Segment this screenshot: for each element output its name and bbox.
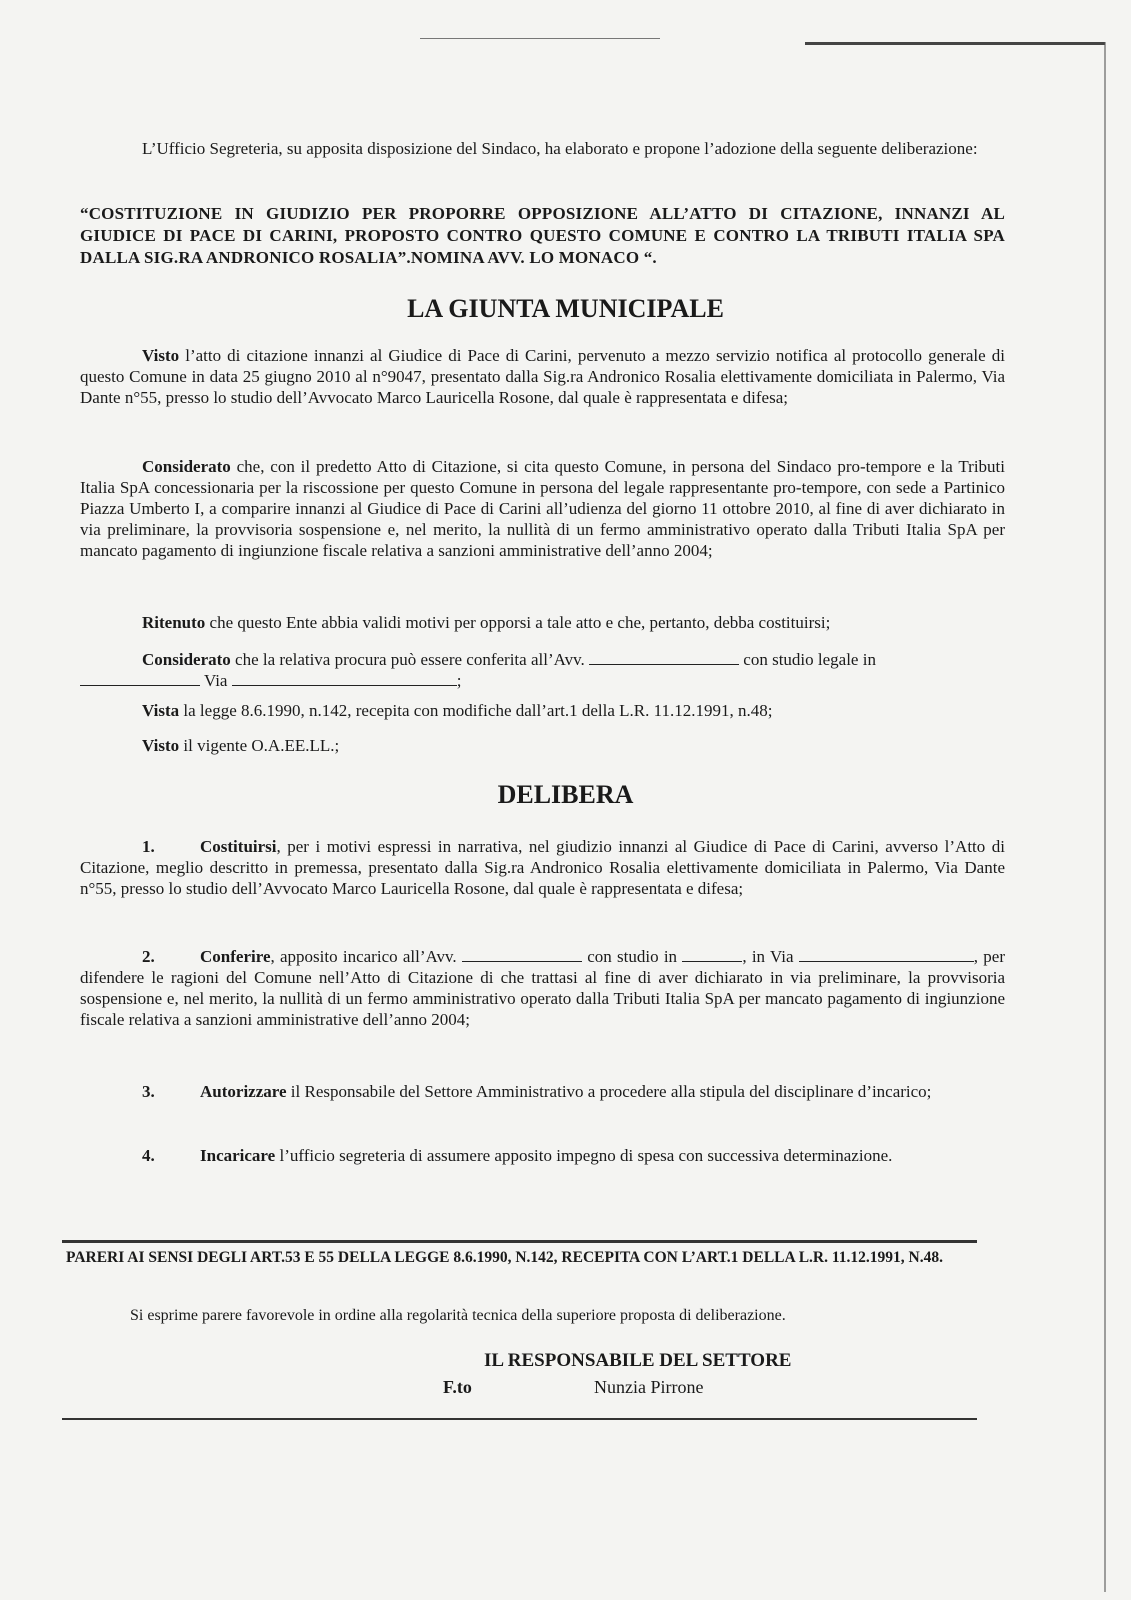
considerato-label: Considerato bbox=[142, 457, 231, 476]
intro-text: L’Ufficio Segreteria, su apposita disposizione del Sindaco, ha elaborato e propone l’adozione della seguente deliberazione: bbox=[142, 139, 978, 158]
via-blank-field[interactable] bbox=[232, 671, 457, 686]
avvocato-blank-field[interactable] bbox=[589, 650, 739, 665]
item-1-label: Costituirsi bbox=[200, 837, 277, 856]
studio-label: con studio legale in bbox=[743, 650, 876, 669]
considerato-procura-text: che la relativa procura può essere conferita all’Avv. bbox=[230, 650, 585, 669]
delibera-item-1 bbox=[80, 836, 1005, 899]
scan-artifact-line bbox=[420, 38, 660, 39]
vista-paragraph bbox=[80, 700, 1005, 721]
item-1-number: 1. bbox=[142, 837, 155, 856]
item-4-label: Incaricare bbox=[200, 1146, 276, 1165]
visto-label: Visto bbox=[142, 346, 180, 365]
signature-name: Nunzia Pirrone bbox=[594, 1377, 704, 1397]
signature-role: IL RESPONSABILE DEL SETTORE bbox=[484, 1350, 792, 1371]
proposal-title bbox=[80, 203, 1005, 269]
studio-city-blank-field[interactable] bbox=[80, 671, 200, 686]
visto-paragraph bbox=[80, 345, 1005, 408]
visto-oaeell-paragraph bbox=[80, 735, 1005, 756]
delibera-item-3 bbox=[80, 1081, 1005, 1102]
item-2-studio-label: con studio in bbox=[587, 947, 678, 966]
signature-fto: F.to bbox=[443, 1377, 472, 1397]
semicolon: ; bbox=[456, 671, 462, 690]
scan-artifact-border bbox=[805, 42, 1105, 45]
considerato-paragraph bbox=[80, 456, 1005, 561]
item-2-via-blank[interactable] bbox=[799, 947, 974, 962]
item-2-city-blank[interactable] bbox=[682, 947, 742, 962]
item-2-avvocato-blank[interactable] bbox=[462, 947, 582, 962]
visto-oaeell-text: il vigente O.A.EE.LL.; bbox=[179, 736, 340, 755]
ritenuto-text: che questo Ente abbia validi motivi per opporsi a tale atto e che, pertanto, debba costituirsi; bbox=[205, 613, 831, 632]
delibera-item-2 bbox=[80, 946, 1005, 1030]
ritenuto-label: Ritenuto bbox=[142, 613, 206, 632]
bottom-divider bbox=[62, 1418, 977, 1420]
pareri-title-text: PARERI AI SENSI DEGLI ART.53 E 55 DELLA LEGGE 8.6.1990, N.142, RECEPITA CON L’ART.1 DELLA L.R. 11.12.1991, N.48. bbox=[66, 1249, 943, 1266]
vista-label: Vista bbox=[142, 701, 180, 720]
item-3-text: il Responsabile del Settore Amministrativo a procedere alla stipula del disciplinare d’incarico; bbox=[286, 1082, 932, 1101]
item-3-label: Autorizzare bbox=[200, 1082, 287, 1101]
considerato-text: che, con il predetto Atto di Citazione, si cita questo Comune, in persona del Sindaco pro-tempore e la Tributi Italia SpA concessionaria per la riscossione per questo Comune in persona del legale rappresentante pro-tempore, con sede a Partinico Piazza Umberto I, a comparire innanzi al Giudice di Pace di Carini all’udienza del giorno 11 ottobre 2010, al fine di aver dichiarato in via preliminare, la provvisoria sospensione e, nel merito, la nullità di un fermo amministrativo operato dalla Tributi Italia SpA per mancato pagamento di ingiunzione fiscale relativa a sanzioni amministrative dell’anno 2004; bbox=[80, 457, 1005, 560]
visto-oaeell-label: Visto bbox=[142, 736, 180, 755]
item-2-label: Conferire bbox=[200, 947, 271, 966]
considerato-procura-paragraph bbox=[80, 649, 1005, 691]
considerato-procura-label: Considerato bbox=[142, 650, 231, 669]
item-3-number: 3. bbox=[142, 1082, 155, 1101]
pareri-text: Si esprime parere favorevole in ordine alla regolarità tecnica della superiore proposta di deliberazione. bbox=[130, 1307, 786, 1324]
item-2-via-label: , in Via bbox=[742, 947, 794, 966]
proposal-title-text: “COSTITUZIONE IN GIUDIZIO PER PROPORRE OPPOSIZIONE ALL’ATTO DI CITAZIONE, INNANZI AL GIUDICE DI PACE DI CARINI, PROPOSTO CONTRO QUESTO COMUNE E CONTRO LA TRIBUTI ITALIA SPA DALLA SIG.RA ANDRONICO ROSALIA”.NOMINA AVV. LO MONACO “. bbox=[80, 204, 1005, 267]
vista-text: la legge 8.6.1990, n.142, recepita con modifiche dall’art.1 della L.R. 11.12.1991, n.48; bbox=[179, 701, 773, 720]
pareri-paragraph bbox=[130, 1305, 980, 1326]
item-2-number: 2. bbox=[142, 947, 155, 966]
delibera-item-4 bbox=[80, 1145, 1005, 1166]
section-divider bbox=[62, 1240, 977, 1243]
item-4-number: 4. bbox=[142, 1146, 155, 1165]
delibera-heading: DELIBERA bbox=[497, 780, 634, 809]
item-4-text: l’ufficio segreteria di assumere apposito impegno di spesa con successiva determinazione. bbox=[275, 1146, 893, 1165]
intro-paragraph bbox=[80, 138, 1005, 159]
scan-artifact-edge bbox=[1104, 42, 1106, 1592]
ritenuto-paragraph bbox=[80, 612, 1005, 633]
via-label: Via bbox=[203, 671, 228, 690]
pareri-title bbox=[66, 1248, 966, 1268]
giunta-heading: LA GIUNTA MUNICIPALE bbox=[407, 294, 724, 323]
item-2-text-d: , per difendere le ragioni del Comune nell’Atto di Citazione di che trattasi al fine di aver dichiarato in via preliminare, la provvisoria sospensione e, nel merito, la nullità di un fermo amministrativo operato dalla Tributi Italia SpA per mancato pagamento di ingiunzione fiscale relativa a sanzioni amministrative dell’anno 2004; bbox=[80, 947, 1006, 1029]
visto-text: l’atto di citazione innanzi al Giudice di Pace di Carini, pervenuto a mezzo servizio notifica al protocollo generale di questo Comune in data 25 giugno 2010 al n°9047, presentato dalla Sig.ra Andronico Rosalia elettivamente domiciliata in Palermo, Via Dante n°55, presso lo studio dell’Avvocato Marco Lauricella Rosone, dal quale è rappresentata e difesa; bbox=[80, 346, 1005, 407]
item-1-text: , per i motivi espressi in narrativa, nel giudizio innanzi al Giudice di Pace di Carini, avverso l’Atto di Citazione, meglio descritto in premessa, presentato dalla Sig.ra Andronico Rosalia elettivamente domiciliata in Palermo, Via Dante n°55, presso lo studio dell’Avvocato Marco Lauricella Rosone, dal quale è rappresentata e difesa; bbox=[80, 837, 1005, 898]
item-2-text-a: , apposito incarico all’Avv. bbox=[270, 947, 457, 966]
